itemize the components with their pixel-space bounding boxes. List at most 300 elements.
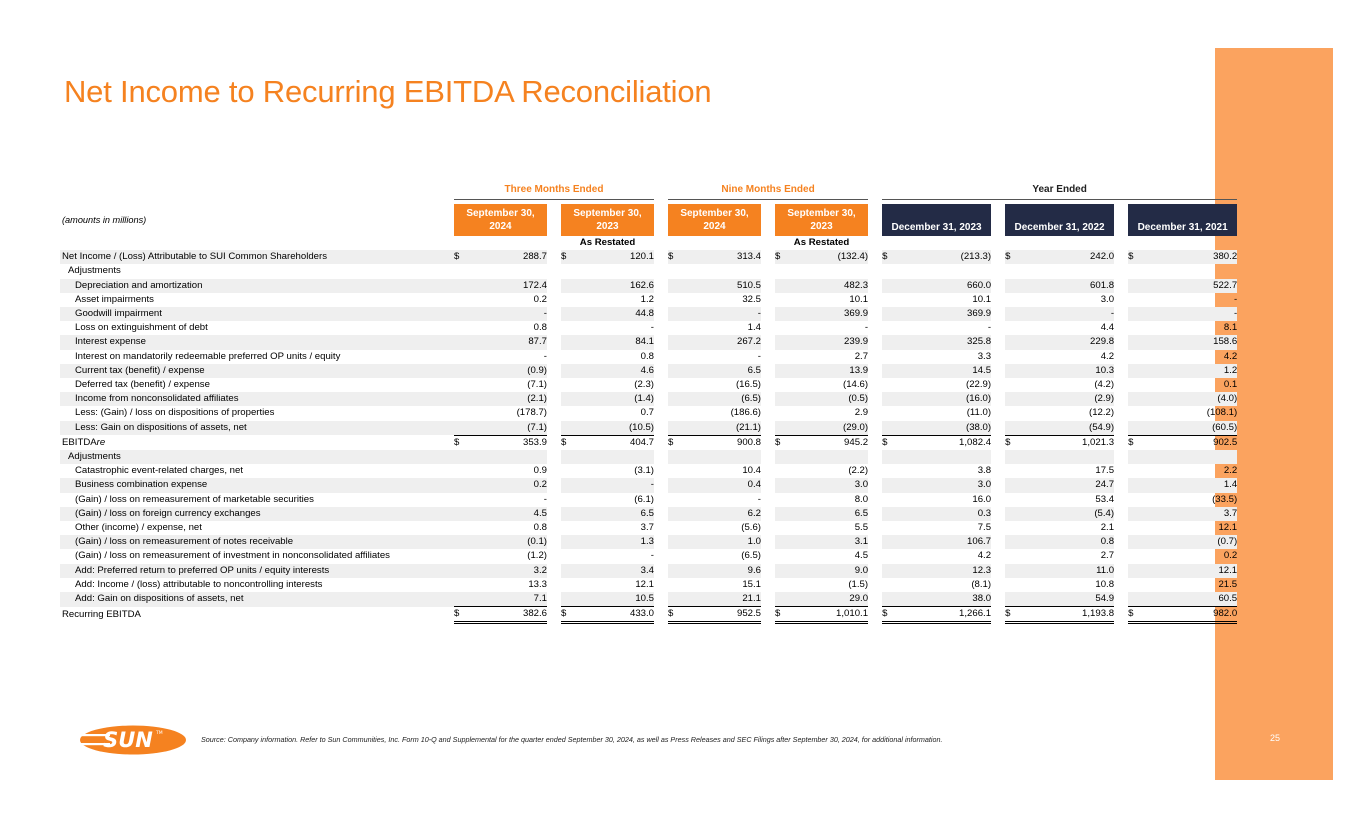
value-cell: (22.9) bbox=[966, 379, 992, 391]
value-cell: 3.7 bbox=[640, 522, 654, 534]
value-cell: 2.7 bbox=[854, 350, 869, 362]
value-cell bbox=[680, 450, 761, 464]
table-row bbox=[60, 307, 1237, 321]
dollar-sign bbox=[1005, 293, 1017, 307]
value-cell: 229.8 bbox=[1017, 335, 1114, 349]
value-cell bbox=[1140, 264, 1237, 278]
value-cell: 945.2 bbox=[844, 436, 869, 448]
table-row bbox=[60, 421, 1237, 436]
dollar-sign bbox=[882, 421, 894, 436]
value-cell: 32.5 bbox=[742, 293, 761, 305]
dollar-sign bbox=[882, 592, 894, 607]
value-cell: 7.1 bbox=[466, 592, 547, 607]
dollar-sign bbox=[775, 264, 787, 278]
value-cell: 10.1 bbox=[972, 293, 992, 305]
value-cell: (2.9) bbox=[1017, 392, 1114, 406]
dollar-sign bbox=[668, 450, 680, 464]
value-cell: 325.8 bbox=[894, 335, 991, 349]
dollar-sign: $ bbox=[775, 607, 787, 623]
value-cell: - bbox=[543, 493, 547, 505]
value-cell bbox=[1017, 264, 1114, 278]
value-cell: 2.9 bbox=[854, 407, 869, 419]
dollar-sign: $ bbox=[668, 250, 680, 264]
value-cell: (1.4) bbox=[573, 392, 654, 406]
value-cell: - bbox=[987, 322, 992, 334]
dollar-sign: $ bbox=[1128, 250, 1140, 264]
value-cell: 38.0 bbox=[894, 592, 991, 607]
table-row bbox=[60, 264, 1237, 278]
value-cell: 952.5 bbox=[680, 607, 761, 623]
dollar-sign bbox=[1005, 507, 1017, 521]
dollar-sign bbox=[775, 279, 787, 293]
row-label: (Gain) / loss on foreign currency exchanges bbox=[60, 507, 454, 521]
value-cell: (0.1) bbox=[466, 535, 547, 549]
dollar-sign: $ bbox=[882, 436, 888, 448]
dollar-sign bbox=[668, 464, 680, 478]
dollar-sign bbox=[668, 378, 680, 392]
dollar-sign bbox=[561, 564, 573, 578]
value-cell: (4.2) bbox=[1094, 379, 1115, 391]
dollar-sign bbox=[882, 521, 894, 535]
logo-text: SUN bbox=[103, 728, 153, 752]
row-label: (Gain) / loss on remeasurement of notes receivable bbox=[60, 535, 454, 549]
dollar-sign: $ bbox=[1005, 607, 1017, 623]
col-header-fy-2021: December 31, 2021 bbox=[1128, 204, 1237, 236]
dollar-sign bbox=[775, 535, 787, 549]
dollar-sign bbox=[882, 378, 894, 392]
value-cell: 16.0 bbox=[972, 493, 992, 505]
dollar-sign bbox=[668, 521, 680, 535]
value-cell: (178.7) bbox=[516, 407, 547, 419]
dollar-sign bbox=[454, 535, 466, 549]
value-cell: (16.0) bbox=[894, 392, 991, 406]
value-cell: 404.7 bbox=[629, 436, 654, 448]
dollar-sign bbox=[882, 364, 894, 378]
dollar-sign bbox=[1005, 592, 1017, 607]
table-row bbox=[60, 578, 1237, 592]
table-row bbox=[60, 507, 1237, 521]
dollar-sign bbox=[454, 421, 466, 436]
dollar-sign bbox=[668, 264, 680, 278]
dollar-sign bbox=[775, 507, 787, 521]
value-cell: 11.0 bbox=[1017, 564, 1114, 578]
value-cell: 13.3 bbox=[528, 578, 547, 590]
dollar-sign bbox=[775, 350, 787, 364]
value-cell: (0.7) bbox=[1140, 535, 1237, 549]
dollar-sign: $ bbox=[561, 250, 573, 264]
dollar-sign bbox=[668, 421, 680, 436]
value-cell: (0.9) bbox=[466, 364, 547, 378]
dollar-sign bbox=[775, 406, 787, 420]
table-row bbox=[60, 464, 1237, 478]
value-cell: 353.9 bbox=[522, 436, 547, 448]
value-cell: 4.2 bbox=[1223, 350, 1238, 362]
value-cell: 60.5 bbox=[1140, 592, 1237, 607]
value-cell: 369.9 bbox=[787, 307, 868, 321]
value-cell: 0.7 bbox=[640, 407, 654, 419]
dollar-sign: $ bbox=[775, 436, 781, 448]
dollar-sign bbox=[1128, 378, 1140, 392]
dollar-sign bbox=[1005, 450, 1017, 464]
value-cell: 13.9 bbox=[787, 364, 868, 378]
value-cell: - bbox=[1140, 307, 1237, 321]
value-cell: 239.9 bbox=[787, 335, 868, 349]
row-label: Interest expense bbox=[60, 335, 454, 349]
table-row bbox=[60, 250, 1237, 264]
value-cell: 4.5 bbox=[854, 550, 869, 562]
table-row bbox=[60, 378, 1237, 392]
dollar-sign bbox=[561, 293, 573, 307]
value-cell: 12.1 bbox=[1140, 564, 1237, 578]
value-cell: (132.4) bbox=[787, 250, 868, 264]
dollar-sign bbox=[1128, 392, 1140, 406]
dollar-sign bbox=[668, 507, 680, 521]
dollar-sign bbox=[1128, 521, 1140, 535]
dollar-sign bbox=[454, 321, 466, 335]
dollar-sign: $ bbox=[1005, 436, 1011, 448]
row-label: Deferred tax (benefit) / expense bbox=[75, 379, 210, 391]
col-header-9m-2023: September 30, 2023 bbox=[775, 204, 868, 236]
dollar-sign bbox=[668, 307, 680, 321]
value-cell: 902.5 bbox=[1213, 436, 1238, 448]
dollar-sign bbox=[1005, 264, 1017, 278]
value-cell: 1,082.4 bbox=[959, 436, 992, 448]
restated-label bbox=[668, 236, 761, 250]
dollar-sign bbox=[1128, 535, 1140, 549]
dollar-sign bbox=[1005, 406, 1017, 420]
value-cell bbox=[894, 450, 991, 464]
value-cell: 14.5 bbox=[894, 364, 991, 378]
value-cell: - bbox=[650, 322, 654, 334]
value-cell: 120.1 bbox=[573, 250, 654, 264]
dollar-sign bbox=[882, 549, 894, 563]
dollar-sign bbox=[454, 478, 466, 492]
dollar-sign bbox=[882, 307, 894, 321]
dollar-sign bbox=[882, 321, 894, 335]
dollar-sign bbox=[1128, 507, 1140, 521]
dollar-sign bbox=[1005, 549, 1017, 563]
row-label: (Gain) / loss on remeasurement of investment in nonconsolidated affiliates bbox=[75, 550, 390, 562]
dollar-sign bbox=[775, 521, 787, 535]
dollar-sign bbox=[882, 350, 894, 364]
group-header-row bbox=[60, 181, 1237, 200]
dollar-sign bbox=[454, 378, 466, 392]
dollar-sign bbox=[561, 578, 573, 592]
restated-row bbox=[60, 236, 1237, 250]
dollar-sign bbox=[1128, 592, 1140, 607]
col-header-q3-2023: September 30, 2023 bbox=[561, 204, 654, 236]
value-cell: 0.8 bbox=[1017, 535, 1114, 549]
value-cell: 482.3 bbox=[787, 279, 868, 293]
amounts-label: (amounts in millions) bbox=[62, 214, 147, 225]
source-note: Source: Company information. Refer to Sun Communities, Inc. Form 10-Q and Supplemental for the quarter ended September 30, 2024, as well as Press Releases and SEC Filings after September 30, 2024, for additional information. bbox=[201, 735, 943, 744]
dollar-sign bbox=[561, 549, 573, 563]
value-cell: 87.7 bbox=[466, 335, 547, 349]
dollar-sign bbox=[882, 493, 894, 507]
row-label: Add: Gain on dispositions of assets, net bbox=[60, 592, 454, 607]
row-label: Asset impairments bbox=[75, 293, 154, 305]
dollar-sign bbox=[1005, 279, 1017, 293]
value-cell: 3.0 bbox=[894, 478, 991, 492]
dollar-sign: $ bbox=[1005, 250, 1017, 264]
dollar-sign bbox=[561, 406, 573, 420]
value-cell bbox=[787, 264, 868, 278]
value-cell: - bbox=[573, 478, 654, 492]
value-cell: - bbox=[466, 307, 547, 321]
dollar-sign bbox=[668, 578, 680, 592]
value-cell: (108.1) bbox=[1206, 407, 1238, 419]
value-cell: 5.5 bbox=[854, 522, 869, 534]
dollar-sign: $ bbox=[454, 436, 460, 448]
value-cell: 0.8 bbox=[533, 322, 547, 334]
dollar-sign bbox=[1128, 549, 1140, 563]
dollar-sign bbox=[882, 335, 894, 349]
dollar-sign bbox=[668, 321, 680, 335]
value-cell: 6.5 bbox=[573, 507, 654, 521]
col-header-q3-2024: September 30, 2024 bbox=[454, 204, 547, 236]
value-cell: 3.8 bbox=[977, 465, 992, 477]
table-row bbox=[60, 564, 1237, 578]
row-label: Adjustments bbox=[60, 450, 454, 464]
dollar-sign bbox=[1005, 335, 1017, 349]
dollar-sign bbox=[454, 549, 466, 563]
table-row bbox=[60, 435, 1237, 450]
table-row bbox=[60, 392, 1237, 406]
value-cell: 21.5 bbox=[1218, 578, 1238, 590]
row-label: (Gain) / loss on remeasurement of marketable securities bbox=[75, 493, 314, 505]
row-label: Less: Gain on dispositions of assets, net bbox=[60, 421, 454, 436]
value-cell: 1.2 bbox=[640, 293, 654, 305]
dollar-sign: $ bbox=[454, 250, 466, 264]
value-cell: 380.2 bbox=[1140, 250, 1237, 264]
dollar-sign bbox=[775, 392, 787, 406]
value-cell: 2.1 bbox=[1100, 522, 1115, 534]
dollar-sign bbox=[668, 535, 680, 549]
value-cell: 433.0 bbox=[573, 607, 654, 623]
value-cell: 1,021.3 bbox=[1082, 436, 1115, 448]
dollar-sign bbox=[1005, 578, 1017, 592]
dollar-sign bbox=[454, 564, 466, 578]
value-cell: (3.1) bbox=[634, 465, 654, 477]
dollar-sign bbox=[1005, 392, 1017, 406]
dollar-sign bbox=[1128, 478, 1140, 492]
value-cell: 9.0 bbox=[787, 564, 868, 578]
value-cell: 12.1 bbox=[1218, 522, 1238, 534]
value-cell: (60.5) bbox=[1140, 421, 1237, 436]
dollar-sign bbox=[775, 421, 787, 436]
dollar-sign bbox=[1128, 578, 1140, 592]
value-cell: 10.5 bbox=[573, 592, 654, 607]
dollar-sign bbox=[1128, 464, 1140, 478]
dollar-sign bbox=[1128, 350, 1140, 364]
value-cell: 44.8 bbox=[573, 307, 654, 321]
value-cell: 313.4 bbox=[680, 250, 761, 264]
dollar-sign bbox=[775, 592, 787, 607]
dollar-sign bbox=[561, 279, 573, 293]
table-row bbox=[60, 493, 1237, 507]
value-cell: (7.1) bbox=[527, 379, 547, 391]
value-cell: 106.7 bbox=[894, 535, 991, 549]
dollar-sign bbox=[1128, 364, 1140, 378]
value-cell: 4.6 bbox=[573, 364, 654, 378]
value-cell: 1,193.8 bbox=[1017, 607, 1114, 623]
dollar-sign bbox=[882, 464, 894, 478]
dollar-sign bbox=[561, 521, 573, 535]
value-cell: 601.8 bbox=[1017, 279, 1114, 293]
dollar-sign bbox=[561, 378, 573, 392]
value-cell: (5.4) bbox=[1017, 507, 1114, 521]
dollar-sign bbox=[561, 335, 573, 349]
dollar-sign bbox=[1128, 406, 1140, 420]
value-cell: 1.3 bbox=[573, 535, 654, 549]
dollar-sign bbox=[775, 293, 787, 307]
group-three-months: Three Months Ended bbox=[454, 181, 654, 200]
dollar-sign bbox=[1128, 307, 1140, 321]
value-cell bbox=[894, 264, 991, 278]
value-cell: 12.1 bbox=[635, 578, 654, 590]
dollar-sign bbox=[454, 521, 466, 535]
value-cell: 10.1 bbox=[849, 293, 869, 305]
table-row bbox=[60, 549, 1237, 563]
value-cell: (21.1) bbox=[680, 421, 761, 436]
dollar-sign bbox=[561, 592, 573, 607]
value-cell: 84.1 bbox=[573, 335, 654, 349]
dollar-sign bbox=[775, 364, 787, 378]
dollar-sign bbox=[454, 350, 466, 364]
row-label: Business combination expense bbox=[60, 478, 454, 492]
table-body bbox=[60, 250, 1237, 623]
value-cell: (2.2) bbox=[848, 465, 869, 477]
value-cell: 1.4 bbox=[747, 322, 761, 334]
value-cell: (6.5) bbox=[680, 392, 761, 406]
value-cell: 0.9 bbox=[533, 465, 547, 477]
value-cell: 12.3 bbox=[894, 564, 991, 578]
dollar-sign bbox=[454, 507, 466, 521]
table-row bbox=[60, 293, 1237, 307]
value-cell: 1,266.1 bbox=[894, 607, 991, 623]
dollar-sign: $ bbox=[454, 607, 466, 623]
dollar-sign bbox=[775, 478, 787, 492]
value-cell: (10.5) bbox=[573, 421, 654, 436]
dollar-sign bbox=[775, 493, 787, 507]
dollar-sign bbox=[668, 549, 680, 563]
table-row bbox=[60, 478, 1237, 492]
value-cell: 3.2 bbox=[466, 564, 547, 578]
dollar-sign bbox=[1005, 307, 1017, 321]
dollar-sign bbox=[1005, 364, 1017, 378]
value-cell: 3.0 bbox=[787, 478, 868, 492]
dollar-sign bbox=[775, 564, 787, 578]
dollar-sign bbox=[454, 406, 466, 420]
row-label: Net Income / (Loss) Attributable to SUI Common Shareholders bbox=[60, 250, 454, 264]
dollar-sign bbox=[561, 450, 573, 464]
dollar-sign bbox=[882, 279, 894, 293]
dollar-sign bbox=[1005, 464, 1017, 478]
dollar-sign: $ bbox=[882, 607, 894, 623]
dollar-sign bbox=[561, 307, 573, 321]
value-cell: (5.6) bbox=[741, 522, 761, 534]
col-header-fy-2023: December 31, 2023 bbox=[882, 204, 991, 236]
dollar-sign bbox=[1128, 450, 1140, 464]
value-cell: - bbox=[650, 550, 654, 562]
dollar-sign bbox=[1128, 293, 1140, 307]
row-label: Catastrophic event-related charges, net bbox=[75, 465, 243, 477]
dollar-sign bbox=[882, 535, 894, 549]
value-cell: 3.3 bbox=[977, 350, 992, 362]
dollar-sign bbox=[775, 307, 787, 321]
value-cell: - bbox=[1233, 293, 1238, 305]
dollar-sign bbox=[1005, 378, 1017, 392]
table-row bbox=[60, 406, 1237, 420]
value-cell: 0.3 bbox=[894, 507, 991, 521]
col-header-9m-2024: September 30, 2024 bbox=[668, 204, 761, 236]
table-row bbox=[60, 607, 1237, 623]
value-cell: 172.4 bbox=[466, 279, 547, 293]
dollar-sign bbox=[668, 493, 680, 507]
dollar-sign bbox=[454, 592, 466, 607]
dollar-sign bbox=[882, 264, 894, 278]
dollar-sign bbox=[668, 364, 680, 378]
value-cell bbox=[573, 264, 654, 278]
value-cell: 2.2 bbox=[1223, 465, 1238, 477]
dollar-sign bbox=[775, 450, 787, 464]
row-label: Adjustments bbox=[68, 265, 121, 277]
dollar-sign bbox=[668, 392, 680, 406]
value-cell: 17.5 bbox=[1095, 465, 1115, 477]
value-cell: 162.6 bbox=[573, 279, 654, 293]
value-cell: (4.0) bbox=[1140, 392, 1237, 406]
value-cell: 8.0 bbox=[854, 493, 869, 505]
dollar-sign: $ bbox=[882, 250, 894, 264]
value-cell: (11.0) bbox=[966, 407, 992, 419]
dollar-sign bbox=[882, 578, 894, 592]
value-cell: (8.1) bbox=[971, 578, 992, 590]
dollar-sign bbox=[1005, 321, 1017, 335]
value-cell: 6.5 bbox=[680, 364, 761, 378]
value-cell: 982.0 bbox=[1140, 607, 1237, 623]
dollar-sign bbox=[454, 464, 466, 478]
value-cell: 9.6 bbox=[680, 564, 761, 578]
dollar-sign bbox=[882, 478, 894, 492]
value-cell: 4.5 bbox=[466, 507, 547, 521]
row-label: Current tax (benefit) / expense bbox=[60, 364, 454, 378]
dollar-sign bbox=[775, 578, 787, 592]
value-cell: 0.2 bbox=[466, 478, 547, 492]
dollar-sign bbox=[561, 464, 573, 478]
value-cell: (6.5) bbox=[741, 550, 761, 562]
page-number: 25 bbox=[1270, 733, 1281, 743]
value-cell bbox=[680, 264, 761, 278]
value-cell: - bbox=[680, 307, 761, 321]
value-cell: 3.1 bbox=[787, 535, 868, 549]
dollar-sign: $ bbox=[668, 607, 680, 623]
value-cell: 21.1 bbox=[680, 592, 761, 607]
value-cell: 15.1 bbox=[742, 578, 761, 590]
dollar-sign bbox=[454, 450, 466, 464]
row-label: Income from nonconsolidated affiliates bbox=[60, 392, 454, 406]
value-cell: 510.5 bbox=[680, 279, 761, 293]
value-cell: (54.9) bbox=[1017, 421, 1114, 436]
dollar-sign bbox=[775, 464, 787, 478]
group-nine-months: Nine Months Ended bbox=[668, 181, 868, 200]
value-cell: 10.3 bbox=[1017, 364, 1114, 378]
value-cell: (2.1) bbox=[466, 392, 547, 406]
dollar-sign: $ bbox=[1128, 436, 1134, 448]
value-cell: - bbox=[757, 350, 761, 362]
dollar-sign bbox=[561, 264, 573, 278]
col-header-fy-2022: December 31, 2022 bbox=[1005, 204, 1114, 236]
value-cell: (2.3) bbox=[634, 379, 654, 391]
